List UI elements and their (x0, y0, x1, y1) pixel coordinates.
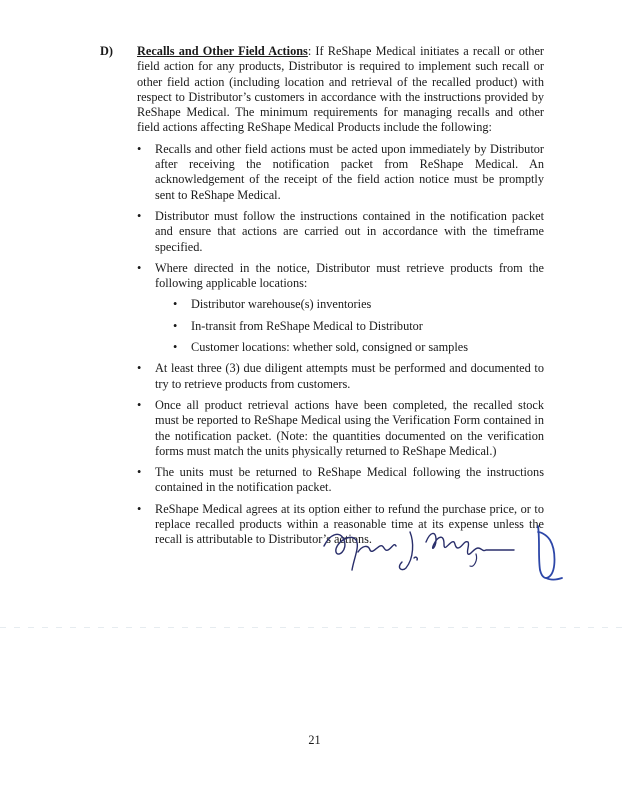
sub-list-item-text: In-transit from ReShape Medical to Distributor (191, 318, 423, 333)
sub-list-item-text: Customer locations: whether sold, consigned or samples (191, 340, 468, 355)
list-item (137, 361, 544, 392)
scan-artifact-line (0, 627, 629, 628)
requirements-list (137, 142, 544, 548)
list-item (137, 261, 544, 355)
sub-list-item (173, 319, 544, 334)
bullet-icon: • (137, 141, 142, 156)
list-item-text: Distributor must follow the instructions contained in the notification packet and ensure that actions are carried out in accordance with the timeframe specified. (155, 208, 544, 254)
section-intro-paragraph (137, 44, 544, 136)
list-item-text: Once all product retrieval actions have been completed, the recalled stock must be reported to ReShape Medical using the Verification Form contained in the notification packet. (Note: the quantities documented on the verification forms must match the units physically returned to ReShape Medical.) (155, 397, 544, 458)
bullet-icon: • (137, 397, 142, 412)
list-item-text: The units must be returned to ReShape Medical following the instructions contained in the notification packet. (155, 465, 544, 495)
list-item-text: At least three (3) due diligent attempts must be performed and documented to try to retrieve products from customers. (155, 361, 544, 391)
list-item (137, 209, 544, 255)
sub-list-item-text: Distributor warehouse(s) inventories (191, 297, 372, 312)
bullet-icon: • (137, 208, 142, 223)
section-title: Recalls and Other Field Actions (137, 44, 308, 58)
bullet-icon: • (137, 361, 142, 376)
bullet-icon: • (173, 340, 178, 355)
page-number: 21 (308, 733, 321, 747)
handwritten-initials (528, 520, 564, 584)
list-item (137, 142, 544, 203)
section-intro-text: : If ReShape Medical initiates a recall or other field action for any products, Distributor is required to implement such recall or other field action (including location and retrieval of the recalled product) with respect to Distributor’s customers in accordance with the instructions provided by ReShape Medical. The minimum requirements for managing recalls and other field actions affecting ReShape Medical Products include the following: (137, 44, 544, 135)
bullet-icon: • (173, 318, 178, 333)
locations-sublist (173, 297, 544, 355)
recalls-section (100, 44, 544, 554)
list-item-text: Recalls and other field actions must be acted upon immediately by Distributor after receiving the notification packet from ReShape Medical. An acknowledgement of the receipt of the field action notice must be promptly sent to ReShape Medical. (155, 141, 544, 202)
bullet-icon: • (137, 260, 142, 275)
handwritten-signature (318, 518, 518, 578)
sub-list-item (173, 340, 544, 355)
bullet-icon: • (173, 297, 178, 312)
list-item (137, 398, 544, 459)
bullet-icon: • (137, 465, 142, 480)
sub-list-item (173, 297, 544, 312)
list-item (137, 465, 544, 496)
list-item-text: Where directed in the notice, Distributor must retrieve products from the following applicable locations: (155, 260, 544, 291)
bullet-icon: • (137, 501, 142, 516)
section-label: D) (100, 44, 113, 58)
list-item-text: ReShape Medical agrees at its option either to refund the purchase price, or to replace recalled products within a reasonable time at its expense unless the recall is attributable to Distributor’s actions. (155, 501, 544, 547)
